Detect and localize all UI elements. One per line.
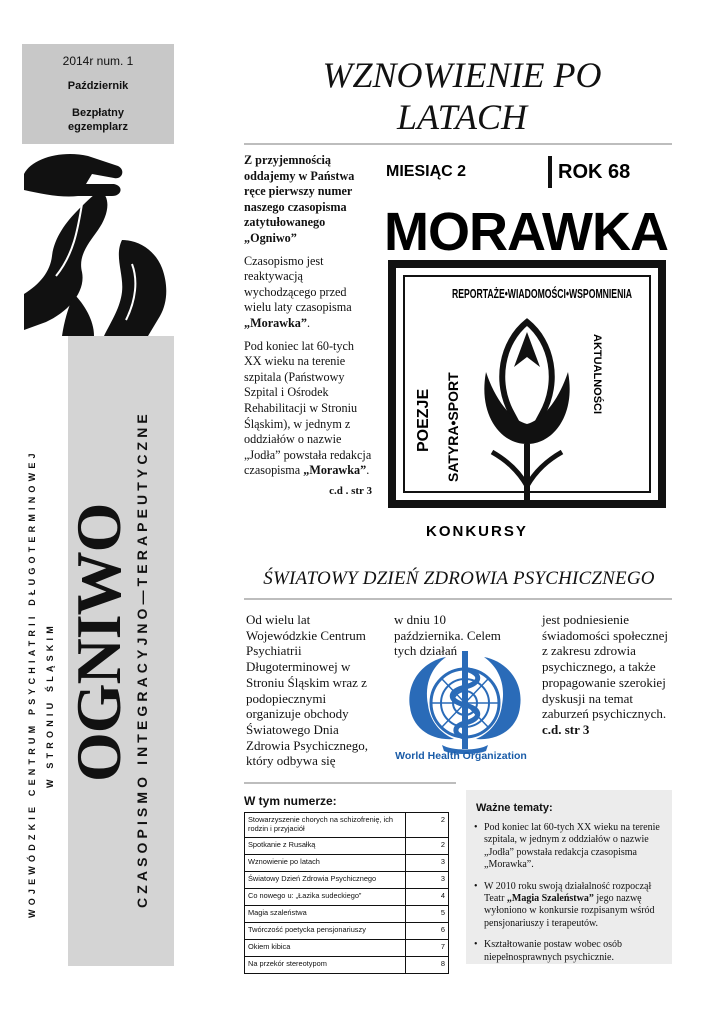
lead-intro: Z przyjemnością oddajemy w Państwa ręce pierwszy numer naszego czasopisma zatytułowanego „Ogniwo”: [244, 153, 355, 245]
list-item: • Kształtowanie postaw wobec osób niepełnosprawnych psychicznie.: [472, 939, 668, 964]
lead-article: [244, 153, 372, 499]
lead-continued: c.d . str 3: [329, 484, 372, 497]
hospital-location: W STRONIU ŚLĄSKIM: [45, 622, 55, 788]
contents-item-title: Spotkanie z Rusałką: [245, 838, 406, 855]
contents-item-page: 2: [406, 838, 449, 855]
contents-item-title: Na przekór stereotypom: [245, 957, 406, 974]
contents-title: W tym numerze:: [244, 794, 337, 808]
contents-item-page: 7: [406, 940, 449, 957]
magazine-title: OGNIWO: [63, 503, 134, 782]
contents-item-title: Co nowego u: „Łazika sudeckiego”: [245, 889, 406, 906]
free-copy-label: Bezpłatny egzemplarz: [68, 107, 128, 133]
contents-item-page: 4: [406, 889, 449, 906]
contents-item-title: Wznowienie po latach: [245, 855, 406, 872]
table-row: [245, 923, 449, 940]
table-row: [245, 889, 449, 906]
morawka-bottom-text: KONKURSY: [426, 523, 528, 540]
morawka-left-text: POEZJE: [415, 388, 432, 452]
table-row: [245, 957, 449, 974]
list-item: • W 2010 roku swoją działalność rozpoczął Teatr „Magia Szaleństwa” jego nazwę wyłoniono w konkursie rozpisanym wśród pensjonariuszy i terapeutów.: [472, 881, 668, 931]
lead-paragraph-3: Pod koniec lat 60-tych XX wieku na terenie szpitala (Państwowy Szpital i Ośrodek Rehabilitacji w Stroniu Śląskim), w jednym z oddziałów o nazwie „Jodła” powstała redakcja czasopisma „Morawka”.: [244, 338, 372, 478]
world-day-title: ŚWIATOWY DZIEŃ ZDROWIA PSYCHICZNEGO: [263, 568, 655, 589]
morawka-month: MIESIĄC 2: [386, 163, 467, 180]
morawka-cover-drawing: [382, 152, 672, 542]
table-row: [245, 906, 449, 923]
table-row: [245, 940, 449, 957]
issue-month: Październik: [67, 80, 129, 92]
headline-rule: [244, 143, 672, 145]
handshake-logo: [22, 144, 174, 336]
morawka-name: MORAWKA: [384, 202, 668, 262]
topics-title: Ważne tematy:: [476, 802, 553, 814]
contents-item-page: 6: [406, 923, 449, 940]
who-logo: [402, 651, 528, 755]
contents-item-title: Twórczość poetycka pensjonariuszy: [245, 923, 406, 940]
contents-item-page: 5: [406, 906, 449, 923]
morawka-cover-image: [382, 152, 672, 542]
contents-table: [244, 812, 449, 974]
contents-item-page: 3: [406, 855, 449, 872]
morawka-left-text-2: SATYRA•SPORT: [445, 372, 461, 482]
contents-item-title: Światowy Dzień Zdrowia Psychicznego: [245, 872, 406, 889]
issue-number: 2014r num. 1: [62, 54, 134, 68]
contents-item-title: Stowarzyszenie chorych na schizofrenię, ich rodzin i przyjaciół: [245, 813, 406, 838]
table-row: [245, 872, 449, 889]
contents-item-title: Okiem kibica: [245, 940, 406, 957]
who-label: World Health Organization: [395, 750, 527, 762]
contents-item-page: 3: [406, 872, 449, 889]
contents-item-title: Magia szaleństwa: [245, 906, 406, 923]
world-day-column-1: Od wielu lat Wojewódzkie Centrum Psychiatrii Długoterminowej w Stroniu Śląskim wraz z podopiecznymi organizuje obchody Światowego Dnia Zdrowia Psychicznego, który odbywa się: [246, 612, 369, 769]
world-day-column-3: jest podniesienie świadomości społecznej z zakresu zdrowia psychicznego, a także propagowanie szerokiej dyskusji na temat zaburzeń psychicznych. c.d. str 3: [542, 612, 668, 737]
topics-list: [472, 822, 668, 973]
issue-info-box: [22, 44, 174, 144]
lead-headline: WZNOWIENIE PO LATACH: [322, 55, 602, 137]
important-topics-box: [466, 790, 672, 964]
world-day-rule: [244, 598, 672, 600]
table-row: [245, 838, 449, 855]
contents-item-page: 2: [406, 813, 449, 838]
chain-hands-icon: [22, 144, 174, 336]
world-day-column-2: w dniu 10 października. Celem tych działań: [394, 612, 501, 659]
contents-item-page: 8: [406, 957, 449, 974]
hospital-name: WOJEWÓDZKIE CENTRUM PSYCHIATRII DŁUGOTERMINOWEJ: [27, 449, 37, 918]
who-emblem-icon: [402, 651, 528, 755]
magazine-subtitle: CZASOPISMO INTEGRACYJNO—TERAPEUTYCZNE: [134, 410, 150, 908]
world-day-continued: c.d. str 3: [542, 721, 590, 737]
table-row: [245, 813, 449, 838]
morawka-year: ROK 68: [558, 161, 631, 183]
lead-paragraph-2: Czasopismo jest reaktywacją wychodzącego przed wielu laty czasopisma „Morawka”.: [244, 253, 352, 330]
morawka-ring-text: REPORTAŻE•WIADOMOŚCI•WSPOMNIENIA: [452, 286, 633, 301]
morawka-inner-text: AKTUALNOŚCI: [591, 334, 603, 415]
table-row: [245, 855, 449, 872]
list-item: • Pod koniec lat 60-tych XX wieku na terenie szpitala, w jednym z oddziałów o nazwie „Jodła” powstała redakcja czasopisma „Morawka”.: [472, 822, 668, 872]
contents-rule: [244, 782, 456, 784]
